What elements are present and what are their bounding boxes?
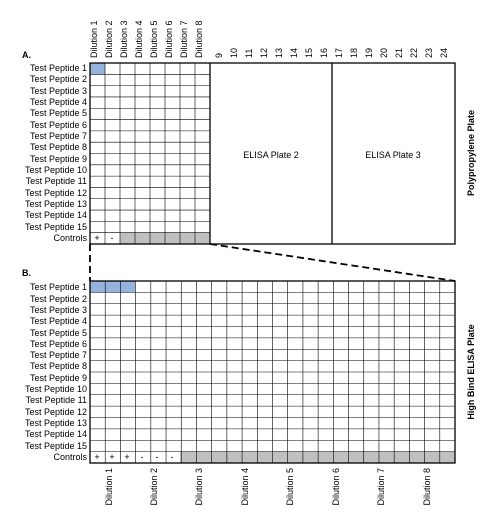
row-label: Test Peptide 6 <box>29 120 87 130</box>
column-label: Dilution 4 <box>240 468 250 506</box>
control-symbol: - <box>110 233 114 243</box>
panel-b-grid <box>90 281 455 463</box>
column-label: Dilution 5 <box>149 20 159 58</box>
column-label: 23 <box>424 47 434 58</box>
row-label: Test Peptide 12 <box>24 188 87 198</box>
column-label: Dilution 3 <box>194 468 204 506</box>
row-label: Controls <box>53 452 87 462</box>
highlighted-well <box>90 63 105 74</box>
row-label: Test Peptide 2 <box>29 294 87 304</box>
control-symbol: - <box>170 452 174 462</box>
column-label: 20 <box>379 47 389 58</box>
column-label: 11 <box>244 48 254 58</box>
column-label: 19 <box>364 47 374 58</box>
row-label: Test Peptide 15 <box>24 441 87 451</box>
panel-b-side-label: High Bind ELISA Plate <box>466 324 476 420</box>
panel-a <box>22 20 476 244</box>
row-label: Test Peptide 4 <box>29 97 87 107</box>
column-label: 17 <box>334 47 344 58</box>
control-symbol: - <box>140 452 144 462</box>
panel-a-column-labels <box>89 20 449 58</box>
column-label: Dilution 4 <box>134 20 144 58</box>
row-label: Test Peptide 1 <box>29 63 87 73</box>
row-label: Test Peptide 8 <box>29 361 87 371</box>
row-label: Test Peptide 14 <box>24 210 87 220</box>
row-label: Test Peptide 9 <box>29 154 87 164</box>
row-label: Test Peptide 5 <box>29 328 87 338</box>
control-symbol: + <box>94 233 100 243</box>
control-symbol: + <box>109 452 115 462</box>
column-label: Dilution 6 <box>331 468 341 506</box>
panel-a-label: A. <box>22 50 31 60</box>
column-label: 22 <box>409 47 419 58</box>
column-label: 13 <box>274 47 284 58</box>
column-label: Dilution 3 <box>119 20 129 58</box>
column-label: 9 <box>214 52 224 58</box>
elisa-plate-3-label: ELISA Plate 3 <box>365 150 421 160</box>
column-label: Dilution 7 <box>179 20 189 58</box>
row-label: Test Peptide 7 <box>29 131 87 141</box>
row-label: Controls <box>53 233 87 243</box>
elisa-plate-2-label: ELISA Plate 2 <box>243 150 299 160</box>
column-label: Dilution 8 <box>194 20 204 58</box>
column-label: 16 <box>319 47 329 58</box>
panel-b-column-labels <box>104 468 432 506</box>
column-label: Dilution 5 <box>285 468 295 506</box>
column-label: Dilution 2 <box>149 468 159 506</box>
row-label: Test Peptide 14 <box>24 429 87 439</box>
column-label: 15 <box>304 47 314 58</box>
control-symbol: - <box>155 452 159 462</box>
panel-b-row-labels <box>25 282 88 462</box>
column-label: Dilution 1 <box>104 468 114 506</box>
row-label: Test Peptide 8 <box>29 142 87 152</box>
row-label: Test Peptide 15 <box>24 222 87 232</box>
panel-a-row-labels <box>25 63 88 243</box>
panel-b <box>22 268 476 506</box>
column-label: 24 <box>439 47 449 58</box>
column-label: Dilution 7 <box>376 468 386 506</box>
column-label: Dilution 8 <box>422 468 432 506</box>
row-label: Test Peptide 10 <box>24 165 87 175</box>
row-label: Test Peptide 5 <box>29 108 87 118</box>
column-label: Dilution 1 <box>89 20 99 58</box>
row-label: Test Peptide 2 <box>29 74 87 84</box>
column-label: 18 <box>349 47 359 58</box>
row-label: Test Peptide 11 <box>25 176 87 186</box>
control-symbol: + <box>124 452 130 462</box>
panel-a-grid <box>90 63 210 244</box>
zoom-line-right <box>210 244 455 281</box>
control-symbol: + <box>94 452 100 462</box>
row-label: Test Peptide 1 <box>29 282 87 292</box>
column-label: 12 <box>259 47 269 58</box>
row-label: Test Peptide 4 <box>29 316 87 326</box>
column-label: 10 <box>229 47 239 58</box>
panel-a-side-label: Polypropylene Plate <box>466 109 476 197</box>
column-label: 14 <box>289 47 299 58</box>
highlighted-wells <box>90 281 135 292</box>
column-label: Dilution 2 <box>104 20 114 58</box>
row-label: Test Peptide 9 <box>29 373 87 383</box>
row-label: Test Peptide 13 <box>24 418 87 428</box>
row-label: Test Peptide 11 <box>25 395 87 405</box>
row-label: Test Peptide 7 <box>29 350 87 360</box>
row-label: Test Peptide 3 <box>29 86 87 96</box>
row-label: Test Peptide 10 <box>24 384 87 394</box>
control-empty-wells <box>180 452 455 463</box>
row-label: Test Peptide 13 <box>24 199 87 209</box>
panel-b-label: B. <box>22 268 31 278</box>
row-label: Test Peptide 6 <box>29 339 87 349</box>
row-label: Test Peptide 12 <box>24 407 87 417</box>
column-label: Dilution 6 <box>164 20 174 58</box>
row-label: Test Peptide 3 <box>29 305 87 315</box>
column-label: 21 <box>394 47 404 58</box>
